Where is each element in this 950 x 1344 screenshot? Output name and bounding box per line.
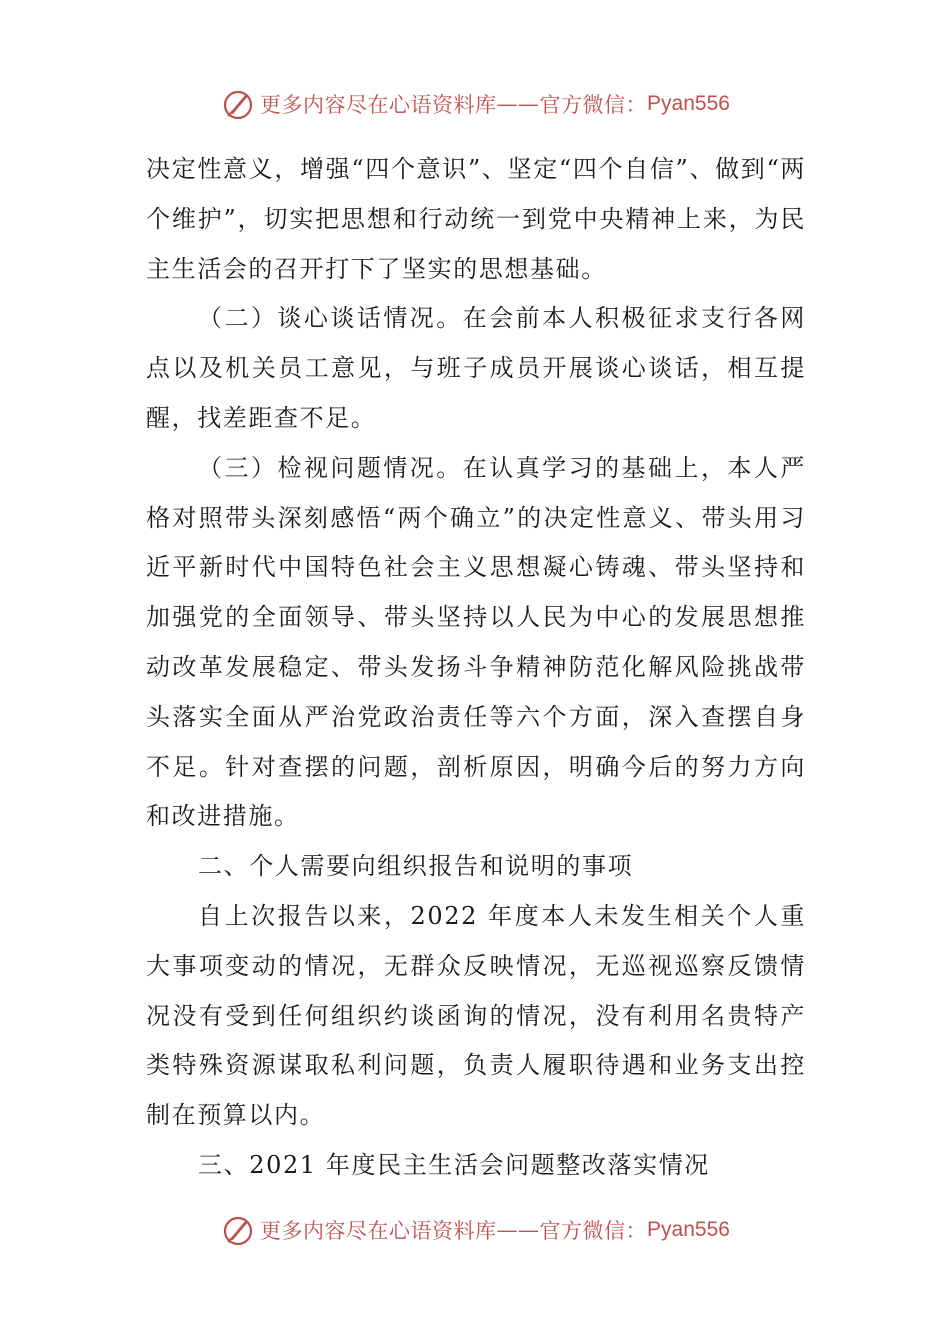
banner-dash: —— — [496, 1218, 540, 1242]
quill-logo-icon — [220, 1212, 256, 1248]
banner-wechat-id: Pyan556 — [647, 92, 730, 115]
paragraph-4: 自上次报告以来，2022 年度本人未发生相关个人重大事项变动的情况，无群众反映情况，无巡视巡察反馈情况没有受到任何组织约谈函询的情况，没有利用名贵特产类特殊资源谋取私利问题，负责人履职待遇和业务支出控制在预算以内。 — [146, 901, 806, 1130]
quill-logo-icon — [220, 86, 256, 122]
paragraph-2: （二）谈心谈话情况。在会前本人积极征求支行各网点以及机关员工意见，与班子成员开展谈心谈话，相互提醒，找差距查不足。 — [146, 304, 806, 432]
banner-text: 更多内容尽在心语资料库 — [260, 1219, 497, 1243]
paragraph-3: （三）检视问题情况。在认真学习的基础上，本人严格对照带头深刻感悟“两个确立”的决定性意义、带头用习近平新时代中国特色社会主义思想凝心铸魂、带头坚持和加强党的全面领导、带头坚持以人民为中心的发展思想推动改革发展稳定、带头发扬斗争精神防范化解风险挑战带头落实全面从严治党政治责任等六个方面，深入查摆自身不足。针对查摆的问题，剖析原因，明确今后的努力方向和改进措施。 — [146, 453, 806, 831]
banner-wechat-id: Pyan556 — [647, 1218, 730, 1241]
banner-wechat-label: 官方微信： — [539, 93, 648, 117]
section-heading-3: 三、2021 年度民主生活会问题整改落实情况 — [198, 1150, 710, 1179]
section-heading-2: 二、个人需要向组织报告和说明的事项 — [198, 852, 634, 881]
header-watermark-banner — [0, 84, 950, 124]
paragraph-1: 决定性意义，增强“四个意识”、坚定“四个自信”、做到“两个维护”，切实把思想和行动统一到党中央精神上来，为民主生活会的召开打下了坚实的思想基础。 — [146, 155, 806, 283]
footer-watermark-banner — [0, 1210, 950, 1250]
banner-text: 更多内容尽在心语资料库 — [260, 93, 497, 117]
document-body — [146, 145, 806, 1191]
banner-wechat-label: 官方微信： — [539, 1219, 648, 1243]
banner-dash: —— — [496, 92, 540, 116]
